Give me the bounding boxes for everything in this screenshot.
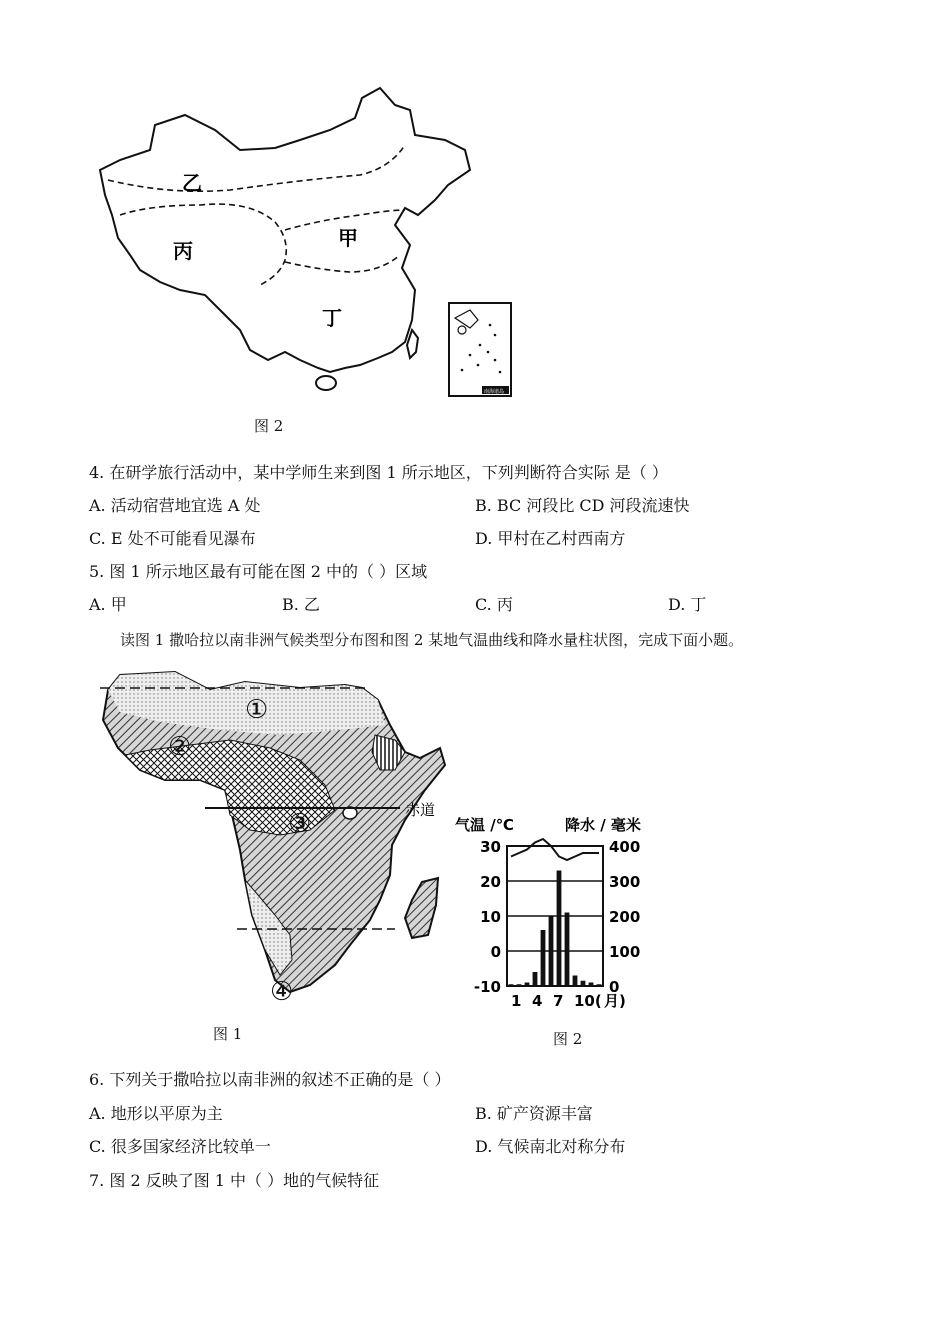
climate-chart-caption: 图 2	[553, 1030, 583, 1048]
q6-option-a[interactable]: A. 地形以平原为主	[89, 1104, 223, 1123]
right-tick-label: 0	[609, 978, 620, 996]
china-map-caption: 图 2	[254, 417, 284, 435]
africa-map-caption: 图 1	[213, 1025, 243, 1043]
precipitation-bar	[549, 916, 554, 986]
left-tick-label: 0	[490, 943, 501, 961]
precipitation-bar	[525, 983, 530, 987]
precipitation-bar	[589, 983, 594, 987]
q6-option-d[interactable]: D. 气候南北对称分布	[475, 1137, 626, 1156]
left-axis-label: 气温 /℃	[455, 816, 514, 834]
precipitation-bar	[533, 972, 538, 986]
left-tick-label: -10	[473, 978, 501, 996]
left-tick-label: 20	[480, 873, 501, 891]
x-tick-label: 月)	[604, 992, 626, 1010]
right-tick-label: 400	[609, 838, 641, 856]
left-tick-label: 10	[480, 908, 501, 926]
right-tick-label: 100	[609, 943, 641, 961]
q4-option-c[interactable]: C. E 处不可能看见瀑布	[89, 529, 256, 548]
q6-option-c[interactable]: C. 很多国家经济比较单一	[89, 1137, 271, 1156]
precipitation-bar	[565, 913, 570, 987]
q5-option-a[interactable]: A. 甲	[89, 595, 127, 614]
left-tick-label: 30	[480, 838, 501, 856]
q5-option-b[interactable]: B. 乙	[282, 595, 320, 614]
q5-option-d[interactable]: D. 丁	[668, 595, 707, 614]
q4-option-b[interactable]: B. BC 河段比 CD 河段流速快	[475, 496, 690, 515]
q6-stem: 6. 下列关于撒哈拉以南非洲的叙述不正确的是（ ）	[89, 1070, 451, 1089]
precipitation-bar	[597, 984, 602, 986]
precipitation-bar	[541, 930, 546, 986]
precipitation-bar	[509, 984, 514, 986]
right-tick-label: 200	[609, 908, 641, 926]
right-tick-label: 300	[609, 873, 641, 891]
x-tick-label: 7	[553, 992, 564, 1010]
x-tick-label: 10(	[574, 992, 602, 1010]
q4-stem: 4. 在研学旅行活动中，某中学师生来到图 1 所示地区，下列判断符合实际 是（ ）	[89, 463, 668, 482]
zone-label-4: ④	[270, 977, 294, 1007]
equator-label: 赤道	[405, 801, 436, 819]
q5-stem: 5. 图 1 所示地区最有可能在图 2 中的（ ）区域	[89, 562, 428, 581]
region-label-yi: 乙	[182, 171, 202, 195]
temperature-line	[511, 839, 599, 860]
section-intro: 读图 1 撒哈拉以南非洲气候类型分布图和图 2 某地气温曲线和降水量柱状图，完成下面小题。	[120, 631, 744, 649]
region-label-ding: 丁	[322, 306, 342, 330]
right-axis-label: 降水 / 毫米	[565, 816, 641, 834]
x-tick-label: 1	[511, 992, 522, 1010]
q7-stem: 7. 图 2 反映了图 1 中（ ）地的气候特征	[89, 1171, 380, 1190]
zone-label-1: ①	[245, 695, 269, 725]
q5-option-c[interactable]: C. 丙	[475, 595, 513, 614]
precipitation-bar	[573, 976, 578, 987]
region-label-jia: 甲	[338, 226, 358, 250]
inset-label: 南海诸岛	[484, 389, 505, 395]
q6-option-b[interactable]: B. 矿产资源丰富	[475, 1104, 593, 1123]
precipitation-bar	[581, 981, 586, 986]
precipitation-bar	[557, 871, 562, 987]
precipitation-bar	[517, 984, 522, 986]
q4-option-a[interactable]: A. 活动宿营地宜选 A 处	[89, 496, 261, 515]
x-tick-label: 4	[532, 992, 543, 1010]
zone-label-3: ③	[288, 809, 312, 839]
region-label-bing: 丙	[173, 239, 193, 263]
zone-label-2: ②	[168, 732, 192, 762]
q4-option-d[interactable]: D. 甲村在乙村西南方	[475, 529, 626, 548]
